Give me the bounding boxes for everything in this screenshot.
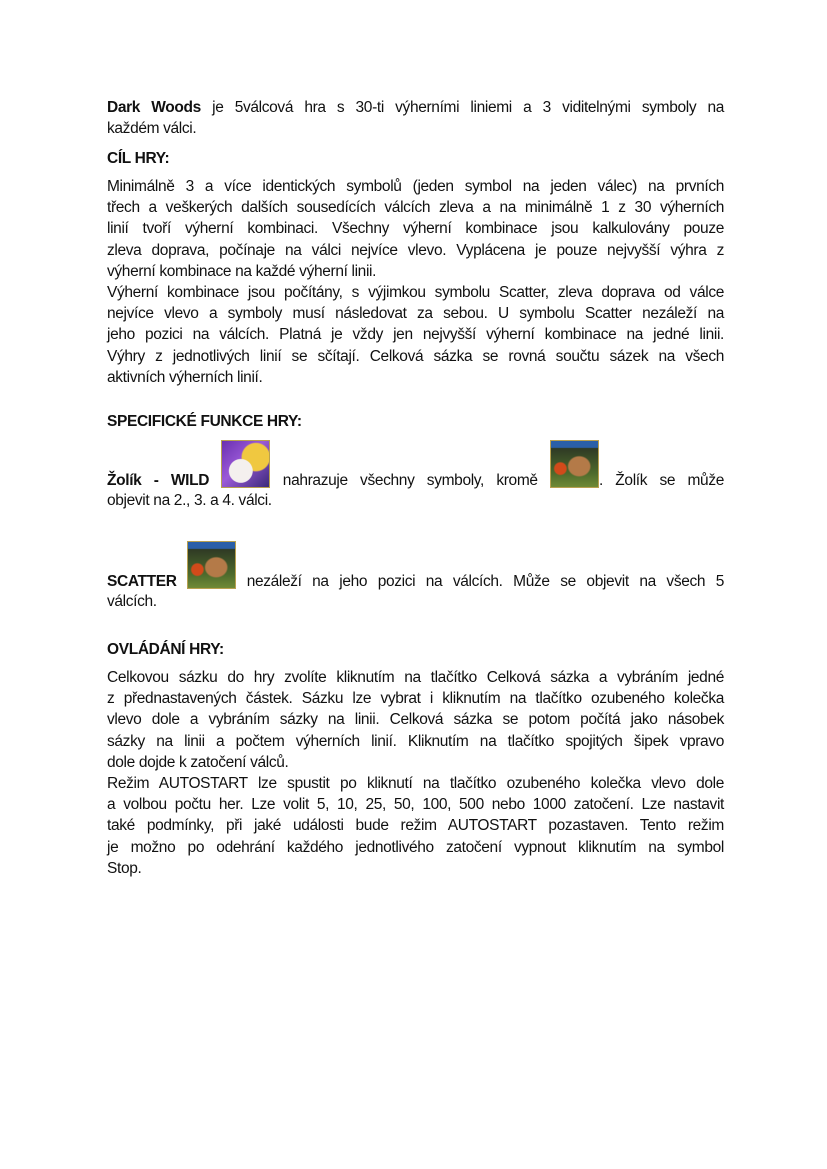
wild-label: Žolík - WILD: [107, 472, 210, 489]
paragraph-line: dole dojde k zatočení válců.: [107, 753, 289, 771]
wild-description: [107, 440, 724, 511]
scatter-description: [107, 541, 724, 612]
controls-paragraph: [107, 667, 724, 773]
intro-line: [107, 97, 724, 118]
paragraph-line: a volbou počtu her. Lze volit 5, 10, 25, 50, 100, 500 nebo 1000 zatočení. Lze nastavit: [107, 796, 724, 814]
paragraph-line: aktivních výherních linií.: [107, 368, 263, 386]
wizard-scatter-symbol-icon: [550, 440, 599, 488]
controls-paragraph: [107, 773, 724, 879]
wild-text-end: . Žolík se může: [599, 472, 724, 489]
wild-line: [107, 440, 724, 490]
scatter-text: nezáleží na jeho pozici na válcích. Může se objevit na všech 5: [246, 573, 724, 590]
intro-text: je 5válcová hra s 30-ti výherními liniemi a 3 viditelnými symboly na: [200, 99, 724, 116]
scatter-line: [107, 541, 724, 591]
intro-line: každém válci.: [107, 120, 197, 138]
wizard-scatter-symbol-icon: [187, 541, 236, 589]
paragraph-line: Režim AUTOSTART lze spustit po kliknutí na tlačítko ozubeného kolečka vlevo dole: [107, 775, 724, 792]
paragraph-line: Výherní kombinace jsou počítány, s výjimkou symbolu Scatter, zleva doprava od válce: [107, 284, 724, 301]
scatter-line-2: válcích.: [107, 593, 157, 610]
goal-paragraph: [107, 282, 724, 388]
paragraph-line: linií tvoří výherní kombinaci. Všechny výherní kombinace jsou kalkulovány pouze: [107, 220, 724, 238]
section-heading-controls: OVLÁDÁNÍ HRY:: [107, 641, 224, 658]
paragraph-line: jeho pozici na válcích. Platná je vždy jen nejvyšší výherní kombinace na jedné linii.: [107, 326, 724, 344]
unicorn-wild-symbol-icon: [221, 440, 270, 488]
paragraph-line: nejvíce vlevo a symboly musí následovat za sebou. U symbolu Scatter nezáleží na: [107, 305, 724, 323]
paragraph-line: výherní kombinace na každé výherní linii.: [107, 262, 377, 280]
wild-line-2: objevit na 2., 3. a 4. válci.: [107, 492, 272, 509]
paragraph-line: Výhry z jednotlivých linií se sčítají. Celková sázka se rovná součtu sázek na všech: [107, 347, 724, 365]
paragraph-line: Minimálně 3 a více identických symbolů (jeden symbol na jeden válec) na prvních: [107, 178, 724, 195]
goal-paragraph: [107, 176, 724, 282]
paragraph-line: z přednastavených částek. Sázku lze vybrat i kliknutím na tlačítko ozubeného kolečka: [107, 690, 724, 708]
scatter-label: SCATTER: [107, 573, 177, 590]
paragraph-line: zleva doprava, počínaje na válci nejvíce vlevo. Vyplácena je pouze nejvyšší výhra z: [107, 241, 724, 259]
wild-text: nahrazuje všechny symboly, kromě: [282, 472, 538, 489]
paragraph-line: také podmínky, při jaké události bude režim AUTOSTART pozastaven. Tento režim: [107, 817, 724, 835]
paragraph-line: je možno po odehrání každého jednotlivého zatočení vypnout kliknutím na symbol: [107, 838, 724, 856]
paragraph-line: vlevo dole a vybráním sázky na linii. Celková sázka se potom počítá jako násobek: [107, 711, 724, 729]
paragraph-line: Stop.: [107, 859, 142, 877]
paragraph-line: třech a veškerých dalších sousedících válcích zleva a na minimálně 1 z 30 výherních: [107, 199, 724, 217]
section-heading-features: SPECIFICKÉ FUNKCE HRY:: [107, 413, 302, 430]
paragraph-line: Celkovou sázku do hry zvolíte kliknutím na tlačítko Celková sázka a vybráním jedné: [107, 669, 724, 686]
intro-paragraph: [107, 97, 724, 139]
section-heading-goal: CÍL HRY:: [107, 150, 170, 167]
game-title: Dark Woods: [107, 99, 201, 116]
paragraph-line: sázky na linii a počtem výherních linií. Kliknutím na tlačítko spojitých šipek vpravo: [107, 732, 724, 750]
